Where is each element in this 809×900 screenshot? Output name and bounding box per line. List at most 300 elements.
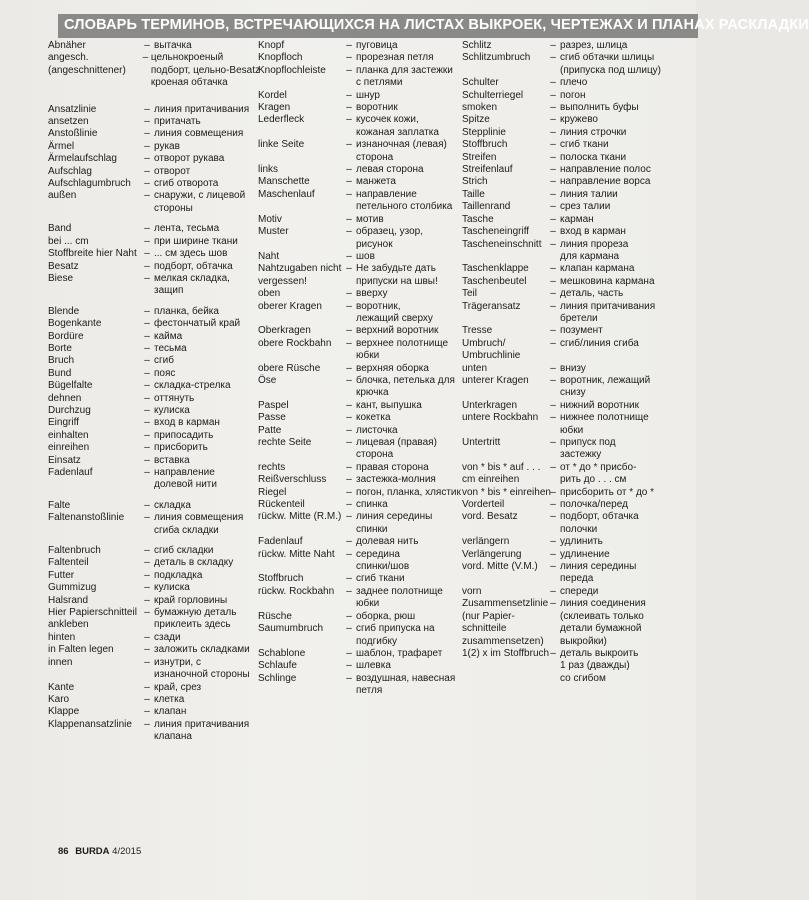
- translation-line: вверху: [356, 288, 388, 300]
- glossary-translation: [560, 152, 688, 164]
- glossary-entry: [462, 499, 688, 511]
- glossary-translation: [560, 648, 688, 685]
- term-line: Rückenteil: [258, 499, 305, 511]
- glossary-entry: [258, 487, 464, 499]
- term-line: oben: [258, 288, 281, 300]
- dash-separator: –: [346, 300, 352, 312]
- dash-separator: –: [346, 139, 352, 151]
- translation-line: карман: [560, 213, 594, 225]
- term-line: einhalten: [48, 429, 89, 441]
- glossary-term: [48, 657, 138, 669]
- glossary-term: [462, 536, 546, 548]
- dash-separator: –: [550, 263, 556, 275]
- glossary-term: [48, 545, 138, 557]
- glossary-term: [258, 301, 342, 313]
- dash-separator: –: [346, 250, 352, 262]
- spacer: [48, 492, 260, 500]
- translation-line: середина: [356, 548, 400, 560]
- term-line: Blende: [48, 305, 80, 317]
- spacer: [48, 215, 260, 223]
- translation-line: сзади: [154, 631, 181, 643]
- translation-line: вытачка: [154, 40, 192, 51]
- term-line: obere Rockbahn: [258, 337, 332, 349]
- glossary-column-1: [48, 40, 260, 744]
- glossary-term: [462, 437, 546, 449]
- dash-separator: –: [550, 647, 556, 659]
- glossary-term: [48, 104, 138, 116]
- glossary-term: [258, 251, 342, 263]
- dash-separator: –: [346, 102, 352, 114]
- glossary-translation: [154, 128, 260, 140]
- glossary-entry: [48, 500, 260, 512]
- glossary-entry: [258, 164, 464, 176]
- term-line: Schlitzumbruch: [462, 52, 531, 64]
- translation-line: 1 раз (дважды): [560, 660, 630, 672]
- dash-separator: –: [144, 235, 150, 247]
- term-line: Borte: [48, 342, 72, 354]
- dash-separator: –: [144, 140, 150, 152]
- glossary-term: [462, 201, 546, 213]
- term-line: Bügelfalte: [48, 380, 93, 392]
- translation-line: край, срез: [154, 681, 202, 693]
- dash-separator: –: [144, 380, 150, 392]
- translation-line: застежка-молния: [356, 474, 436, 486]
- translation-line: оттянуть: [154, 392, 195, 404]
- translation-line: линия совмещения: [154, 512, 244, 524]
- glossary-term: [48, 223, 138, 235]
- glossary-translation: [560, 412, 688, 437]
- dash-separator: –: [346, 474, 352, 486]
- glossary-translation: [356, 611, 464, 623]
- glossary-entry: [48, 248, 260, 260]
- translation-line: сгиб ткани: [560, 139, 609, 151]
- term-line: Halsrand: [48, 594, 89, 606]
- glossary-entry: [462, 338, 688, 363]
- glossary-entry: [258, 189, 464, 214]
- translation-line: направление: [154, 467, 215, 478]
- glossary-entry: [48, 331, 260, 343]
- dash-separator: –: [346, 288, 352, 300]
- translation-line: рисунок: [356, 238, 393, 250]
- translation-line: (припуска под шлицу): [560, 64, 662, 76]
- glossary-term: [48, 582, 138, 594]
- glossary-term: [48, 331, 138, 343]
- glossary-entry: [258, 573, 464, 585]
- translation-line: выкройки): [560, 635, 607, 647]
- glossary-term: [48, 694, 138, 706]
- translation-line: вход в карман: [154, 417, 220, 429]
- glossary-translation: [560, 52, 688, 77]
- term-line: Kragen: [258, 102, 291, 114]
- translation-line: лента, тесьма: [154, 223, 220, 235]
- translation-line: спинки/шов: [356, 561, 410, 573]
- dash-separator: –: [550, 486, 556, 498]
- term-line: Teil: [462, 288, 478, 300]
- glossary-entry: [258, 288, 464, 300]
- dash-separator: –: [144, 223, 150, 235]
- glossary-entry: [258, 214, 464, 226]
- glossary-term: [258, 176, 342, 188]
- translation-line: манжета: [356, 176, 396, 188]
- glossary-term: [462, 499, 546, 511]
- translation-line: линия строчки: [560, 126, 627, 138]
- term-line: Fadenlauf: [48, 467, 93, 478]
- term-line: innen: [48, 656, 73, 668]
- dash-separator: –: [144, 545, 150, 557]
- dash-separator: –: [346, 188, 352, 200]
- glossary-translation: [356, 586, 464, 611]
- glossary-translation: [356, 139, 464, 164]
- term-line: Rüsche: [258, 610, 292, 622]
- glossary-term: [258, 65, 342, 77]
- translation-line: долевой нити: [154, 479, 217, 491]
- glossary-term: [462, 226, 546, 238]
- translation-line: спинки: [356, 523, 388, 535]
- translation-line: сгиб отворота: [154, 178, 219, 190]
- term-line: Bogenkante: [48, 318, 102, 330]
- dash-separator: –: [550, 598, 556, 610]
- term-line: Umbruch/: [462, 337, 506, 349]
- translation-line: от * до * присбо-: [560, 461, 637, 473]
- glossary-translation: [154, 682, 260, 694]
- glossary-entry: [48, 40, 260, 52]
- translation-line: стороны: [154, 202, 193, 214]
- glossary-term: [258, 400, 342, 412]
- glossary-term: [48, 570, 138, 582]
- glossary-entry: [462, 400, 688, 412]
- glossary-term: [258, 363, 342, 375]
- translation-line: припуск под: [560, 437, 616, 448]
- glossary-entry: [48, 644, 260, 656]
- glossary-entry: [258, 176, 464, 188]
- translation-line: спереди: [560, 585, 599, 597]
- dash-separator: –: [346, 374, 352, 386]
- glossary-term: [258, 673, 342, 685]
- translation-line: мелкая складка,: [154, 272, 230, 284]
- term-line: Bruch: [48, 355, 75, 367]
- translation-line: кожаная заплатка: [356, 126, 439, 138]
- translation-line: присборить: [154, 442, 208, 454]
- glossary-entry: [462, 549, 688, 561]
- translation-line: спинка: [356, 499, 388, 511]
- glossary-entry: [462, 152, 688, 164]
- term-line: außen: [48, 190, 77, 202]
- glossary-translation: [356, 673, 464, 698]
- glossary-translation: [154, 582, 260, 594]
- glossary-term: [462, 375, 546, 387]
- glossary-entry: [48, 632, 260, 644]
- glossary-term: [48, 343, 138, 355]
- glossary-entry: [258, 40, 464, 52]
- glossary-entry: [48, 223, 260, 235]
- glossary-term: [462, 586, 546, 598]
- term-line: Band: [48, 223, 72, 235]
- glossary-term: [48, 128, 138, 140]
- term-line: Knopf: [258, 40, 285, 51]
- glossary-entry: [48, 430, 260, 442]
- translation-line: нижний воротник: [560, 399, 639, 411]
- term-line: Biese: [48, 272, 74, 284]
- term-line: vergessen!: [258, 275, 307, 287]
- translation-line: линия талии: [560, 188, 618, 200]
- translation-line: срез талии: [560, 201, 611, 213]
- translation-line: кокетка: [356, 412, 391, 424]
- dash-separator: –: [550, 337, 556, 349]
- glossary-translation: [154, 166, 260, 178]
- dash-separator: –: [144, 116, 150, 128]
- glossary-translation: [154, 104, 260, 116]
- glossary-entry: [258, 648, 464, 660]
- glossary-translation: [560, 276, 688, 288]
- translation-line: прорезная петля: [356, 52, 434, 64]
- glossary-entry: [462, 462, 688, 487]
- translation-line: заднее полотнище: [356, 585, 443, 597]
- dash-separator: –: [550, 300, 556, 312]
- term-line: Zusammensetzlinie: [462, 598, 549, 610]
- glossary-translation: [154, 570, 260, 582]
- glossary-translation: [356, 412, 464, 424]
- glossary-term: [48, 141, 138, 153]
- glossary-term: [48, 467, 138, 479]
- translation-line: лежащий сверху: [356, 312, 433, 324]
- glossary-translation: [356, 325, 464, 337]
- glossary-term: [48, 116, 138, 128]
- dash-separator: –: [550, 102, 556, 114]
- term-line: Maschenlauf: [258, 188, 315, 200]
- term-line: Futter: [48, 569, 75, 581]
- term-line: rückw. Rockbahn: [258, 585, 335, 597]
- translation-line: кроеная обтачка: [150, 77, 228, 89]
- translation-line: сгиба складки: [154, 524, 219, 536]
- glossary-entry: [258, 412, 464, 424]
- dash-separator: –: [144, 718, 150, 730]
- glossary-translation: [356, 499, 464, 511]
- glossary-entry: [48, 570, 260, 582]
- glossary-term: [462, 288, 546, 300]
- glossary-translation: [356, 363, 464, 375]
- term-line: Verlängerung: [462, 548, 522, 560]
- glossary-entry: [48, 706, 260, 718]
- glossary-translation: [154, 557, 260, 569]
- glossary-term: [48, 455, 138, 467]
- translation-line: клапана: [154, 731, 192, 743]
- translation-line: кружево: [560, 114, 598, 126]
- glossary-entry: [462, 288, 688, 300]
- translation-line: лицевая (правая): [356, 437, 437, 448]
- glossary-translation: [154, 190, 260, 215]
- glossary-translation: [356, 338, 464, 363]
- glossary-entry: [48, 178, 260, 190]
- translation-line: образец, узор,: [356, 226, 423, 238]
- glossary-entry: [462, 139, 688, 151]
- translation-line: воздушная, навесная: [356, 672, 456, 684]
- glossary-entry: [258, 499, 464, 511]
- dash-separator: –: [144, 656, 150, 668]
- dash-separator: –: [346, 647, 352, 659]
- term-line: vord. Mitte (V.M.): [462, 561, 538, 573]
- dash-separator: –: [550, 585, 556, 597]
- glossary-term: [462, 152, 546, 164]
- glossary-translation: [154, 116, 260, 128]
- dash-separator: –: [142, 52, 149, 64]
- glossary-entry: [258, 660, 464, 672]
- translation-line: внизу: [560, 362, 586, 374]
- dash-separator: –: [346, 573, 352, 585]
- term-line: Aufschlagumbruch: [48, 178, 131, 190]
- glossary-translation: [356, 462, 464, 474]
- magazine-brand: BURDA: [75, 846, 110, 857]
- glossary-entry: [462, 536, 688, 548]
- glossary-entry: [48, 190, 260, 215]
- term-line: unten: [462, 362, 488, 374]
- translation-line: шаблон, трафарет: [356, 647, 443, 659]
- dash-separator: –: [144, 355, 150, 367]
- dash-separator: –: [346, 226, 352, 238]
- dash-separator: –: [144, 417, 150, 429]
- glossary-term: [258, 412, 342, 424]
- glossary-translation: [154, 512, 260, 537]
- dash-separator: –: [346, 672, 352, 684]
- term-line: Strich: [462, 176, 488, 188]
- term-line: Durchzug: [48, 404, 91, 416]
- glossary-entry: [462, 363, 688, 375]
- term-line: Oberkragen: [258, 325, 311, 337]
- dash-separator: –: [346, 412, 352, 424]
- term-line: linke Seite: [258, 139, 305, 151]
- glossary-entry: [48, 595, 260, 607]
- glossary-entry: [462, 52, 688, 77]
- glossary-term: [258, 226, 342, 238]
- term-line: zusammensetzen): [462, 635, 544, 647]
- term-line: Riegel: [258, 486, 287, 498]
- dash-separator: –: [346, 176, 352, 188]
- term-line: Bund: [48, 367, 72, 379]
- glossary-translation: [560, 40, 688, 52]
- dash-separator: –: [550, 461, 556, 473]
- translation-line: с петлями: [356, 77, 403, 89]
- dash-separator: –: [550, 114, 556, 126]
- dash-separator: –: [346, 424, 352, 436]
- glossary-entry: [48, 52, 260, 89]
- translation-line: край горловины: [154, 594, 228, 606]
- glossary-entry: [48, 545, 260, 557]
- translation-line: Не забудьте дать: [356, 263, 436, 275]
- translation-line: деталь, часть: [560, 288, 624, 300]
- term-line: Streifen: [462, 151, 497, 163]
- translation-line: полоска ткани: [560, 151, 627, 163]
- term-line: ankleben: [48, 619, 89, 631]
- glossary-translation: [560, 536, 688, 548]
- glossary-term: [258, 474, 342, 486]
- glossary-translation: [356, 226, 464, 251]
- translation-line: припуски на швы!: [356, 275, 438, 287]
- glossary-entry: [462, 375, 688, 400]
- glossary-translation: [560, 301, 688, 326]
- glossary-term: [258, 102, 342, 114]
- glossary-translation: [560, 226, 688, 238]
- dash-separator: –: [550, 213, 556, 225]
- glossary-translation: [560, 288, 688, 300]
- dash-separator: –: [144, 442, 150, 454]
- dash-separator: –: [144, 404, 150, 416]
- translation-line: подгибку: [356, 635, 398, 647]
- term-line: Taschenklappe: [462, 263, 529, 275]
- term-line: Streifenlauf: [462, 164, 513, 176]
- dash-separator: –: [144, 178, 150, 190]
- translation-line: правая сторона: [356, 461, 429, 473]
- glossary-entry: [462, 437, 688, 462]
- term-line: links: [258, 164, 279, 176]
- term-line: Falte: [48, 499, 71, 511]
- dash-separator: –: [144, 153, 150, 165]
- spacer: [48, 537, 260, 545]
- dash-separator: –: [550, 374, 556, 386]
- dash-separator: –: [550, 536, 556, 548]
- translation-line: кулиска: [154, 582, 190, 594]
- translation-line: со сгибом: [560, 672, 606, 684]
- term-line: rückw. Mitte Naht: [258, 548, 335, 560]
- glossary-term: [258, 536, 342, 548]
- dash-separator: –: [550, 499, 556, 511]
- glossary-translation: [356, 623, 464, 648]
- glossary-entry: [258, 586, 464, 611]
- glossary-entry: [258, 623, 464, 648]
- glossary-translation: [560, 511, 688, 536]
- dash-separator: –: [550, 151, 556, 163]
- translation-line: рукав: [154, 140, 180, 152]
- glossary-translation: [154, 318, 260, 330]
- term-line: rechte Seite: [258, 437, 312, 448]
- glossary-term: [48, 236, 138, 248]
- glossary-entry: [48, 557, 260, 569]
- glossary-translation: [560, 400, 688, 412]
- term-line: vorn: [462, 585, 482, 597]
- glossary-term: [258, 573, 342, 585]
- glossary-translation: [356, 90, 464, 102]
- glossary-entry: [462, 127, 688, 139]
- glossary-term: [258, 462, 342, 474]
- glossary-term: [462, 176, 546, 188]
- term-line: Taillenrand: [462, 201, 511, 213]
- glossary-term: [462, 400, 546, 412]
- term-line: dehnen: [48, 392, 82, 404]
- glossary-translation: [560, 114, 688, 126]
- glossary-translation: [151, 52, 260, 89]
- glossary-translation: [560, 201, 688, 213]
- term-line: Anstoßlinie: [48, 128, 98, 140]
- glossary-term: [258, 586, 342, 598]
- dash-separator: –: [550, 164, 556, 176]
- translation-line: подкладка: [154, 569, 203, 581]
- translation-line: заложить складками: [154, 644, 250, 656]
- term-line: Stoffbruch: [258, 573, 304, 585]
- term-line: rückw. Mitte (R.M.): [258, 511, 342, 523]
- translation-line: цельнокроеный: [150, 52, 224, 64]
- glossary-term: [48, 417, 138, 429]
- dash-separator: –: [144, 467, 150, 478]
- glossary-translation: [560, 77, 688, 89]
- term-line: Öse: [258, 374, 277, 386]
- glossary-translation: [154, 331, 260, 343]
- dash-separator: –: [144, 644, 150, 656]
- glossary-translation: [560, 214, 688, 226]
- glossary-entry: [48, 607, 260, 632]
- glossary-entry: [48, 393, 260, 405]
- glossary-term: [48, 380, 138, 392]
- dash-separator: –: [346, 536, 352, 548]
- glossary-translation: [356, 487, 464, 499]
- glossary-term: [462, 40, 546, 52]
